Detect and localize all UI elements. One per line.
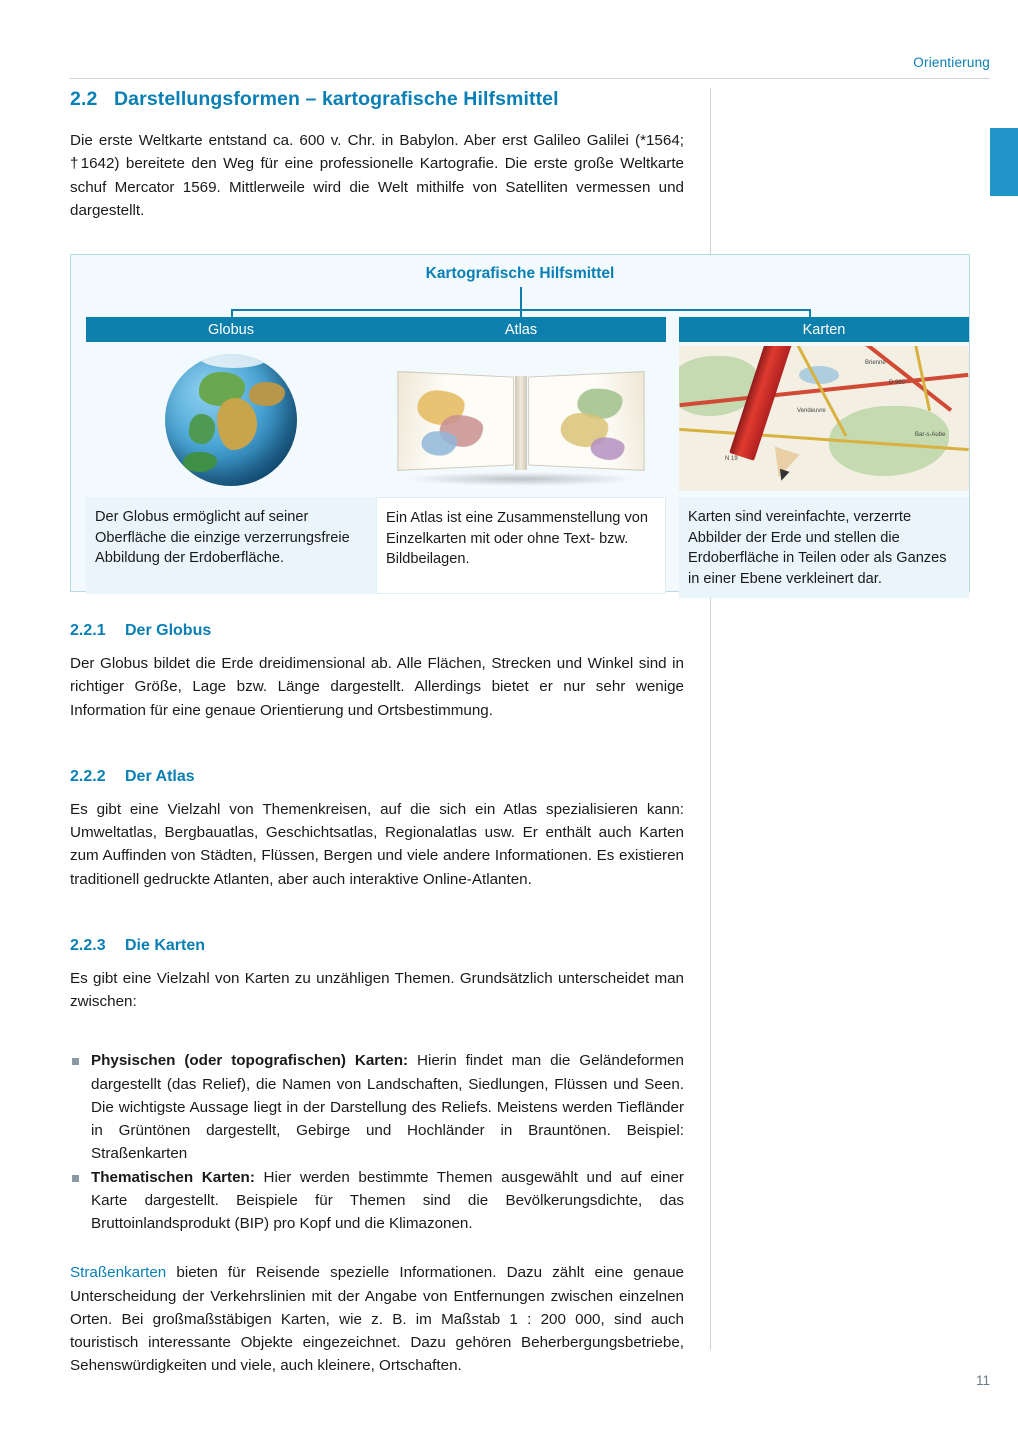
list-item: [70, 1166, 684, 1236]
column-caption-karten: Karten sind vereinfachte, verzerrte Abbilder der Erde und stellen die Erdoberfläche in Teilen oder als Ganzes in einer Ebene verkleinert dar.: [679, 497, 969, 598]
subsection-title-text: Der Globus: [125, 622, 212, 639]
subsection-paragraph-223: Es gibt eine Vielzahl von Karten zu unzähligen Themen. Grundsätzlich unterscheidet man zwischen:: [70, 969, 684, 1010]
page-number: 11: [975, 1373, 990, 1388]
closing-text: bieten für Reisende spezielle Informationen. Dazu zählt eine genaue Unterscheidung der Verkehrslinien mit der Angabe von Entfernungen zwischen einzelnen Orten. Bei großmaßstäbigen Karten, wie z. B. im Maßstab 1 : 200 000, sind auch touristisch interessante Objekte eingezeichnet. Dazu gehören Beherbergungsbetriebe, Sehenswürdigkeiten und viele, auch kleinere, Ortschaften.: [70, 1264, 684, 1375]
globe-landmass: [183, 452, 217, 472]
map-region: [421, 431, 457, 456]
diagram-column-karten: [679, 317, 969, 598]
globe-icon: [86, 346, 376, 491]
spacer: [70, 901, 684, 937]
subsection-heading-223: [70, 937, 684, 955]
book-spine: [515, 376, 527, 470]
bullet-text: Hierin findet man die Geländeformen dargestellt (das Relief), die Namen von Landschaften, Siedlungen, Flüssen und Seen. Die wichtigste Aussage liegt in der Darstellung des Reliefs. Meistens werden Tiefländer in Grüntönen dargestellt, Gebirge und Hochländer in Brauntönen. Beispiel: Straßenkarten: [91, 1052, 684, 1163]
diagram-column-atlas: [376, 317, 666, 594]
map-label: Bar-s-Aube: [915, 432, 946, 438]
column-header-globus: Globus: [86, 317, 376, 342]
diagram-column-globus: [86, 317, 376, 594]
spacer: [70, 732, 684, 768]
lower-column: [70, 622, 684, 1388]
subsection-title-text: Die Karten: [125, 936, 206, 954]
spacer: [70, 1023, 684, 1049]
header-divider: [70, 78, 990, 79]
connector-stem: [520, 287, 522, 311]
karten-bullet-list: [70, 1049, 684, 1235]
section-intro-paragraph: Die erste Weltkarte entstand ca. 600 v. Chr. in Babylon. Aber erst Galileo Galilei (*1564; †1642) bereitete den Weg für eine professionelle Kartografie. Die erste große Weltkarte schuf Mercator 1569. Mittlerweile wird die Welt mithilfe von Satelliten vermessen und dargestellt.: [70, 132, 684, 219]
section-number: 2.2: [70, 88, 98, 110]
globe-landmass: [189, 414, 215, 444]
highlight-term: Straßenkarten: [70, 1264, 167, 1282]
book-page-left: [397, 371, 513, 471]
spacer: [70, 1235, 684, 1261]
map-region: [591, 437, 625, 460]
map-label: N 19: [725, 456, 738, 462]
subsection-paragraph-222: Es gibt eine Vielzahl von Themenkreisen, auf die sich ein Atlas spezialisieren kann: Umweltatlas, Bergbauatlas, Geschichtsatlas, Regionalatlas usw. Er enthält auch Karten zum Auffinden von Städten, Flüssen, Bergen und viele andere Informationen. Es existieren traditionell gedruckte Atlanten, aber auch interaktive Online-Atlanten.: [70, 800, 684, 888]
running-head: Orientierung: [913, 55, 990, 70]
main-column: [70, 88, 684, 232]
column-header-atlas: Atlas: [376, 317, 666, 342]
closing-paragraph: [70, 1261, 684, 1377]
diagram-title: Kartografische Hilfsmittel: [425, 265, 615, 282]
subsection-number: 2.2.1: [70, 622, 106, 639]
bullet-lead-label: Physischen (oder topografischen) Karten:: [91, 1052, 409, 1070]
chapter-side-tab: [990, 128, 1018, 196]
subsection-number: 2.2.2: [70, 767, 106, 785]
map-label: Vendeuvre: [797, 408, 826, 414]
road-map-icon: [679, 346, 969, 491]
subsection-paragraph-221: Der Globus bildet die Erde dreidimensional ab. Alle Flächen, Strecken und Winkel sind in richtiger Größe, Lage bzw. Länge dargestellt. Allerdings bietet er nur sehr wenige Information für eine genaue Orientierung und Ortsbestimmung.: [70, 655, 684, 719]
globe-landmass: [249, 382, 285, 406]
subsection-heading-222: [70, 768, 684, 786]
globe-graphic: [165, 354, 297, 486]
roadmap-graphic: [679, 346, 969, 491]
book-page-right: [528, 371, 644, 471]
list-item: [70, 1049, 684, 1165]
book-shadow: [404, 472, 638, 486]
column-caption-atlas: Ein Atlas ist eine Zusammenstellung von Einzelkarten mit oder ohne Text- bzw. Bildbeilagen.: [376, 497, 666, 594]
bullet-text: Hier werden bestimmte Themen ausgewählt und auf einer Karte dargestellt. Beispiele für Themen sind die Bevölkerungsdichte, das Bruttoinlandsprodukt (BIP) pro Kopf und die Klimazonen.: [91, 1168, 684, 1232]
subsection-number: 2.2.3: [70, 936, 106, 954]
open-book-icon: [376, 346, 666, 491]
section-title-text: Darstellungsformen – kartografische Hilfsmittel: [114, 88, 559, 110]
map-label: Brienne: [865, 360, 886, 366]
map-label: D 960: [889, 380, 906, 386]
globe-landmass: [217, 398, 257, 450]
column-header-karten: Karten: [679, 317, 969, 342]
subsection-title-text: Der Atlas: [125, 767, 195, 785]
subsection-heading-221: [70, 622, 684, 640]
atlas-graphic: [396, 374, 646, 482]
diagram-panel: [70, 254, 970, 592]
column-caption-globus: Der Globus ermöglicht auf seiner Oberfläche die einzige verzerrungsfreie Abbildung der Erdoberfläche.: [86, 497, 376, 594]
section-heading: [70, 88, 684, 111]
globe-ice-cap: [199, 354, 269, 368]
bullet-lead-label: Thematischen Karten:: [91, 1168, 255, 1186]
